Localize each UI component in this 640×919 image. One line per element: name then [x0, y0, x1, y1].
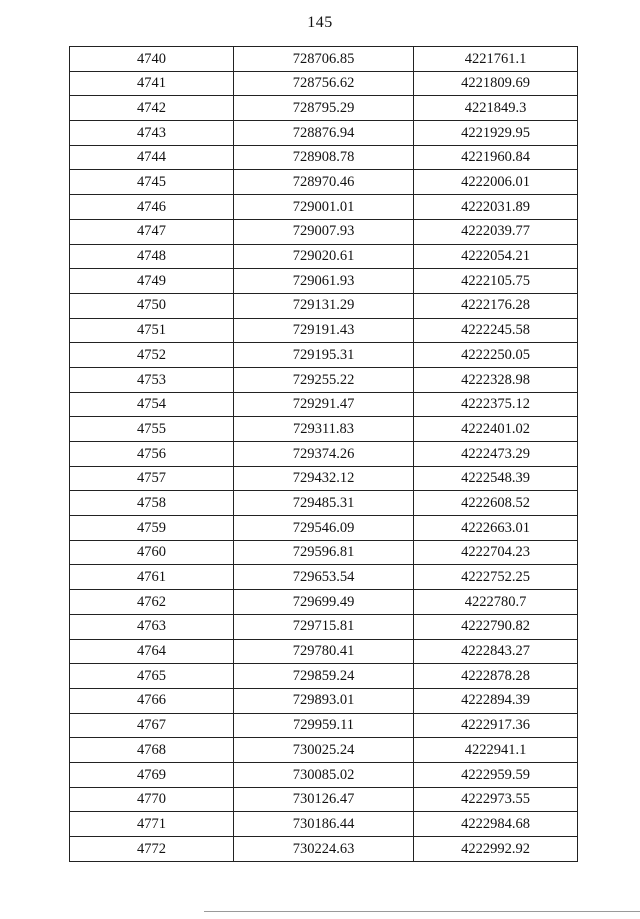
table-row: [70, 787, 578, 812]
table-row: [70, 664, 578, 689]
x-coordinate-cell: 729546.09: [234, 516, 414, 541]
x-coordinate-cell: 729131.29: [234, 293, 414, 318]
point-number-cell: 4754: [70, 392, 234, 417]
point-number-cell: 4747: [70, 219, 234, 244]
table-row: [70, 121, 578, 146]
point-number-cell: 4763: [70, 614, 234, 639]
table-row: [70, 269, 578, 294]
y-coordinate-cell: 4222054.21: [414, 244, 578, 269]
table-row: [70, 318, 578, 343]
point-number-cell: 4755: [70, 417, 234, 442]
page-number: 145: [307, 14, 333, 31]
table-row: [70, 565, 578, 590]
coordinate-table: [69, 46, 578, 862]
y-coordinate-cell: 4222245.58: [414, 318, 578, 343]
x-coordinate-cell: 729432.12: [234, 466, 414, 491]
point-number-cell: 4758: [70, 491, 234, 516]
x-coordinate-cell: 728908.78: [234, 145, 414, 170]
y-coordinate-cell: 4222704.23: [414, 540, 578, 565]
x-coordinate-cell: 729001.01: [234, 195, 414, 220]
point-number-cell: 4767: [70, 713, 234, 738]
y-coordinate-cell: 4222780.7: [414, 590, 578, 615]
table-row: [70, 145, 578, 170]
x-coordinate-cell: 730085.02: [234, 762, 414, 787]
y-coordinate-cell: 4222176.28: [414, 293, 578, 318]
x-coordinate-cell: 728795.29: [234, 96, 414, 121]
x-coordinate-cell: 729959.11: [234, 713, 414, 738]
x-coordinate-cell: 729893.01: [234, 688, 414, 713]
point-number-cell: 4771: [70, 812, 234, 837]
point-number-cell: 4746: [70, 195, 234, 220]
table-row: [70, 170, 578, 195]
x-coordinate-cell: 729374.26: [234, 442, 414, 467]
y-coordinate-cell: 4222878.28: [414, 664, 578, 689]
point-number-cell: 4752: [70, 343, 234, 368]
point-number-cell: 4750: [70, 293, 234, 318]
y-coordinate-cell: 4222992.92: [414, 837, 578, 862]
x-coordinate-cell: 729195.31: [234, 343, 414, 368]
table-row: [70, 688, 578, 713]
y-coordinate-cell: 4222039.77: [414, 219, 578, 244]
y-coordinate-cell: 4222105.75: [414, 269, 578, 294]
point-number-cell: 4742: [70, 96, 234, 121]
point-number-cell: 4743: [70, 121, 234, 146]
y-coordinate-cell: 4221849.3: [414, 96, 578, 121]
table-row: [70, 195, 578, 220]
point-number-cell: 4757: [70, 466, 234, 491]
x-coordinate-cell: 729061.93: [234, 269, 414, 294]
table-row: [70, 590, 578, 615]
point-number-cell: 4772: [70, 837, 234, 862]
point-number-cell: 4744: [70, 145, 234, 170]
table-row: [70, 367, 578, 392]
x-coordinate-cell: 729859.24: [234, 664, 414, 689]
x-coordinate-cell: 730186.44: [234, 812, 414, 837]
y-coordinate-cell: 4222790.82: [414, 614, 578, 639]
point-number-cell: 4770: [70, 787, 234, 812]
y-coordinate-cell: 4222843.27: [414, 639, 578, 664]
x-coordinate-cell: 728756.62: [234, 71, 414, 96]
table-row: [70, 812, 578, 837]
point-number-cell: 4762: [70, 590, 234, 615]
y-coordinate-cell: 4222328.98: [414, 367, 578, 392]
point-number-cell: 4741: [70, 71, 234, 96]
point-number-cell: 4768: [70, 738, 234, 763]
y-coordinate-cell: 4222006.01: [414, 170, 578, 195]
table-row: [70, 293, 578, 318]
y-coordinate-cell: 4222031.89: [414, 195, 578, 220]
y-coordinate-cell: 4222894.39: [414, 688, 578, 713]
x-coordinate-cell: 729596.81: [234, 540, 414, 565]
y-coordinate-cell: 4221929.95: [414, 121, 578, 146]
x-coordinate-cell: 728970.46: [234, 170, 414, 195]
x-coordinate-cell: 729255.22: [234, 367, 414, 392]
point-number-cell: 4751: [70, 318, 234, 343]
x-coordinate-cell: 729780.41: [234, 639, 414, 664]
table-row: [70, 491, 578, 516]
table-row: [70, 540, 578, 565]
table-row: [70, 762, 578, 787]
y-coordinate-cell: 4222548.39: [414, 466, 578, 491]
y-coordinate-cell: 4222917.36: [414, 713, 578, 738]
point-number-cell: 4764: [70, 639, 234, 664]
table-row: [70, 837, 578, 862]
point-number-cell: 4748: [70, 244, 234, 269]
point-number-cell: 4766: [70, 688, 234, 713]
y-coordinate-cell: 4222941.1: [414, 738, 578, 763]
point-number-cell: 4760: [70, 540, 234, 565]
point-number-cell: 4759: [70, 516, 234, 541]
table-row: [70, 244, 578, 269]
point-number-cell: 4753: [70, 367, 234, 392]
x-coordinate-cell: 729020.61: [234, 244, 414, 269]
x-coordinate-cell: 730224.63: [234, 837, 414, 862]
x-coordinate-cell: 729007.93: [234, 219, 414, 244]
x-coordinate-cell: 729191.43: [234, 318, 414, 343]
x-coordinate-cell: 729653.54: [234, 565, 414, 590]
y-coordinate-cell: 4221761.1: [414, 47, 578, 72]
table-row: [70, 639, 578, 664]
y-coordinate-cell: 4221809.69: [414, 71, 578, 96]
point-number-cell: 4745: [70, 170, 234, 195]
table-row: [70, 466, 578, 491]
table-row: [70, 417, 578, 442]
x-coordinate-cell: 729485.31: [234, 491, 414, 516]
y-coordinate-cell: 4222959.59: [414, 762, 578, 787]
point-number-cell: 4769: [70, 762, 234, 787]
y-coordinate-cell: 4222984.68: [414, 812, 578, 837]
x-coordinate-cell: 730025.24: [234, 738, 414, 763]
y-coordinate-cell: 4222250.05: [414, 343, 578, 368]
table-row: [70, 713, 578, 738]
x-coordinate-cell: 730126.47: [234, 787, 414, 812]
table-row: [70, 442, 578, 467]
table-row: [70, 47, 578, 72]
y-coordinate-cell: 4222663.01: [414, 516, 578, 541]
point-number-cell: 4761: [70, 565, 234, 590]
table-row: [70, 219, 578, 244]
x-coordinate-cell: 729291.47: [234, 392, 414, 417]
table-row: [70, 738, 578, 763]
y-coordinate-cell: 4222375.12: [414, 392, 578, 417]
point-number-cell: 4749: [70, 269, 234, 294]
bottom-divider: [204, 911, 640, 912]
y-coordinate-cell: 4221960.84: [414, 145, 578, 170]
x-coordinate-cell: 729699.49: [234, 590, 414, 615]
point-number-cell: 4740: [70, 47, 234, 72]
y-coordinate-cell: 4222608.52: [414, 491, 578, 516]
point-number-cell: 4756: [70, 442, 234, 467]
x-coordinate-cell: 728706.85: [234, 47, 414, 72]
y-coordinate-cell: 4222401.02: [414, 417, 578, 442]
x-coordinate-cell: 729311.83: [234, 417, 414, 442]
x-coordinate-cell: 728876.94: [234, 121, 414, 146]
table-body: [70, 47, 578, 862]
y-coordinate-cell: 4222752.25: [414, 565, 578, 590]
y-coordinate-cell: 4222973.55: [414, 787, 578, 812]
table-row: [70, 71, 578, 96]
table-row: [70, 343, 578, 368]
table-row: [70, 614, 578, 639]
point-number-cell: 4765: [70, 664, 234, 689]
x-coordinate-cell: 729715.81: [234, 614, 414, 639]
table-row: [70, 516, 578, 541]
table-row: [70, 392, 578, 417]
table-row: [70, 96, 578, 121]
y-coordinate-cell: 4222473.29: [414, 442, 578, 467]
